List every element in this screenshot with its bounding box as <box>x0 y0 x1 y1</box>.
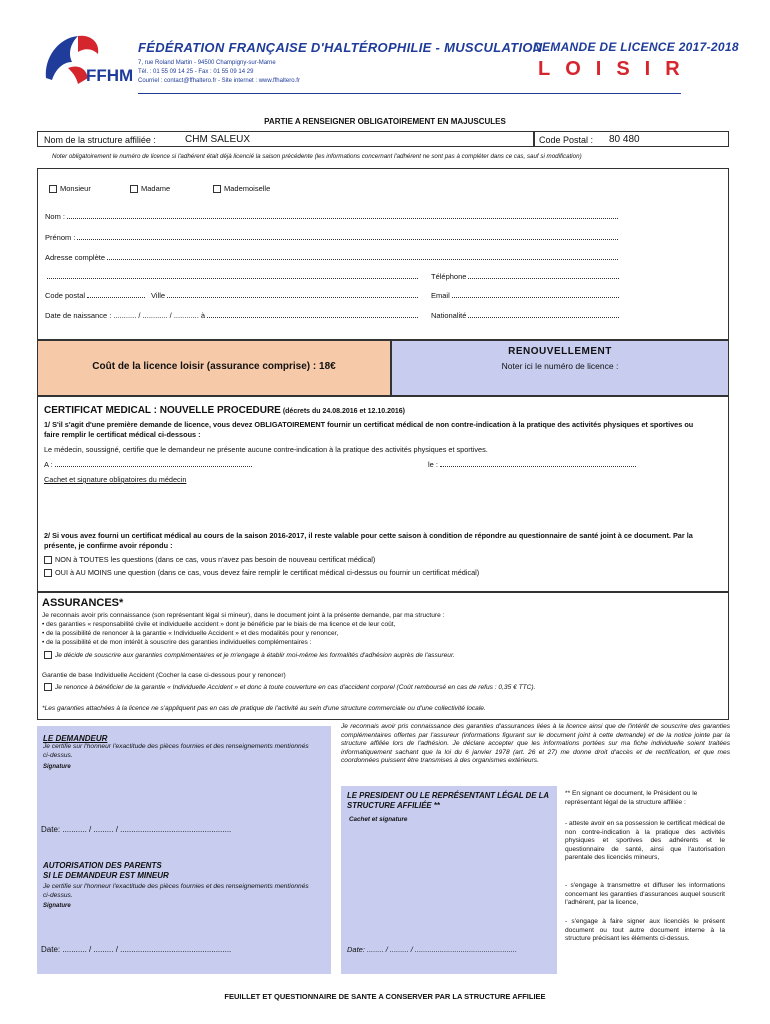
checkbox-icon[interactable] <box>44 651 52 659</box>
structure-name-box <box>37 131 534 147</box>
answer-oui-label: OUI à AU MOINS une question (dans ce cas, vous devez faire remplir le certificat médical ci-dessus ou fournir un certificat médical) <box>55 568 480 577</box>
postal-code-box <box>534 131 729 147</box>
checkbox-icon[interactable] <box>44 556 52 564</box>
prenom-field[interactable] <box>45 233 620 242</box>
insurance-option[interactable] <box>44 651 455 660</box>
data-processing-notice: Je reconnais avoir pris connaissance des garanties d'assurances liées à la licence ainsi que de l'intérêt de souscrire des garanties complémentaires offertes par l'assureur (informations figurant sur le document joint à cette demande) et de la notice jointe par la structure affiliée lors de l'adhésion. Je déclare accepter que les informations portées sur ma fiche individuelle soient traitées informatiquement sachant que la loi du 6 janvier 1978 (art. 26 et 27) me donne droit d'accès et de rectification, et que mes coordonnées puissent être transmises à des organismes extérieurs. <box>341 723 730 764</box>
checkbox-icon[interactable] <box>44 569 52 577</box>
insurance-renounce-label: Je renonce à bénéficier de la garantie « Individuelle Accident » et donc à toute couverture en cas d'accident corporel (Coût remboursé en cas de refus : 0,35 € TTC). <box>55 683 536 691</box>
renewal-title: RENOUVELLEMENT <box>508 346 612 357</box>
insurance-title: ASSURANCES* <box>42 597 124 609</box>
insurance-bullet-1: • des garanties « responsabilité civile et individuelle accident » dont je bénéficie par le biais de ma licence et de leur coût, <box>42 621 396 628</box>
telephone-label: Téléphone <box>431 272 467 281</box>
doctor-statement: Le médecin, soussigné, certifie que le demandeur ne présente aucune contre-indication à la pratique des activités physiques et sportives. <box>44 445 488 454</box>
footer-note: FEUILLET ET QUESTIONNAIRE DE SANTE A CONSERVER PAR LA STRUCTURE AFFILIEE <box>224 992 546 1001</box>
insurance-renounce[interactable] <box>44 683 535 692</box>
parents-text: Je certifie sur l'honneur l'exactitude des pièces fournies et des renseignements mentionnés ci-dessus. <box>43 883 309 899</box>
renewal-box <box>391 340 729 396</box>
nom-field[interactable] <box>45 212 620 221</box>
birth-date-field[interactable] <box>45 311 420 320</box>
prenom-label: Prénom : <box>45 233 76 242</box>
licence-cost-box <box>37 340 391 396</box>
checkbox-icon[interactable] <box>213 185 221 193</box>
president-point-3: - s'engage à faire signer aux licenciés le présent document ou tout autre document interne à la structure précisant les éléments ci-dessus. <box>565 918 725 942</box>
renewal-note[interactable]: Noter ici le numéro de licence : <box>501 361 619 371</box>
civility-madame[interactable] <box>130 184 170 193</box>
doctor-date-field[interactable] <box>428 460 638 469</box>
code-postal-label: Code postal <box>45 291 86 300</box>
checkbox-icon[interactable] <box>49 185 57 193</box>
checkbox-icon[interactable] <box>44 683 52 691</box>
insurance-footnote: *Les garanties attachées à la licence ne s'appliquent pas en cas de pratique de l'activité au sein d'une structure commerciale ou d'une collectivité locale. <box>42 705 486 712</box>
checkbox-icon[interactable] <box>130 185 138 193</box>
president-note: ** En signant ce document, le Président ou le représentant légal de la structure affiliée : <box>565 790 698 806</box>
email-field[interactable] <box>431 291 621 300</box>
caps-notice: PARTIE A RENSEIGNER OBLIGATOIREMENT EN MAJUSCULES <box>264 117 506 126</box>
nationalite-label: Nationalité <box>431 311 467 320</box>
postal-code-value[interactable]: 80 480 <box>609 134 640 145</box>
structure-name-value[interactable]: CHM SALEUX <box>185 134 251 145</box>
federation-contact: Courriel : contact@ffhaltero.fr - Site internet : www.ffhaltero.fr <box>138 78 300 84</box>
parents-signature-label: Signature <box>43 903 71 909</box>
applicant-title: LE DEMANDEUR <box>43 734 108 743</box>
adresse-field-2[interactable] <box>45 272 420 281</box>
answer-non-label: NON à TOUTES les questions (dans ce cas, vous n'avez pas besoin de nouveau certificat médical) <box>55 555 376 564</box>
insurance-bullet-2: • de la possibilité de renoncer à la garantie « Individuelle Accident » et des modalités pour y renoncer, <box>42 630 339 637</box>
civility-mademoiselle[interactable] <box>213 184 270 193</box>
telephone-field[interactable] <box>431 272 621 281</box>
doctor-date-label: le : <box>428 460 439 469</box>
request-title: DEMANDE DE LICENCE 2017-2018 <box>533 40 739 54</box>
parents-title-1: AUTORISATION DES PARENTS <box>43 861 162 870</box>
postal-code-label: Code Postal : <box>539 135 594 145</box>
structure-name-label: Nom de la structure affiliée : <box>44 135 156 145</box>
licence-cost-label: Coût de la licence loisir (assurance comprise) : 18€ <box>92 361 336 372</box>
certificate-case-1: 1/ S'il s'agit d'une première demande de licence, vous devez OBLIGATOIREMENT fournir un certificat médical de non contre-indication à la pratique des activités physiques et sportives ou faire remplir le certificat médical ci-dessous : <box>44 420 694 439</box>
president-date[interactable]: Date: ........ / ......... / ................................................. <box>347 945 518 954</box>
birth-date-format: ........... / ............ / ............ à <box>113 311 206 320</box>
president-point-2: - s'engage à transmettre et diffuser les informations concernant les garanties d'assurances auquel souscrit l'adhérent, par la licence, <box>565 882 725 906</box>
header-rule <box>138 93 681 94</box>
doctor-stamp-label: Cachet et signature obligatoires du médecin <box>44 475 187 484</box>
federation-name: FÉDÉRATION FRANÇAISE D'HALTÉROPHILIE - MUSCULATION <box>138 40 543 55</box>
email-label: Email <box>431 291 450 300</box>
logo-text: FFHM <box>86 66 134 85</box>
insurance-intro: Je reconnais avoir pris connaissance (son représentant légal si mineur), dans le document joint à la présente demande, par ma structure : <box>42 612 445 619</box>
answer-non[interactable] <box>44 555 375 564</box>
parents-box <box>37 856 331 974</box>
civility-mademoiselle-label: Mademoiselle <box>224 184 271 193</box>
code-postal-field[interactable] <box>45 291 147 300</box>
civility-monsieur-label: Monsieur <box>60 184 91 193</box>
answer-oui[interactable] <box>44 568 479 577</box>
certificate-case-2: 2/ Si vous avez fourni un certificat médical au cours de la saison 2016-2017, il reste valable pour cette saison à condition de répondre au questionnaire de santé joint à ce document. Par la présente, je confirme avoir répondu : <box>44 531 693 550</box>
president-point-1: - atteste avoir en sa possession le certificat médical de non contre-indication à la pratique des activités physiques et sportives des adhérents et le questionnaire de santé, ainsi que l'autorisation parentale des licenciés mineurs, <box>565 820 725 861</box>
applicant-box <box>37 726 331 856</box>
civility-madame-label: Madame <box>141 184 171 193</box>
applicant-text: Je certifie sur l'honneur l'exactitude des pièces fournies et des renseignements mentionnés ci-dessus. <box>43 743 309 759</box>
nom-label: Nom : <box>45 212 66 221</box>
ville-field[interactable] <box>151 291 420 300</box>
federation-address: 7, rue Roland Martin - 94500 Champigny-sur-Marne <box>138 60 276 66</box>
adresse-field[interactable] <box>45 253 620 262</box>
ville-label: Ville <box>151 291 166 300</box>
applicant-date[interactable]: Date: ........... / ......... / .................................................. <box>41 825 232 834</box>
civility-monsieur[interactable] <box>49 184 91 193</box>
insurance-option-label: Je décide de souscrire aux garanties complémentaires et je m'engage à établir moi-même les formalités d'adhésion auprès de l'assureur. <box>55 651 455 659</box>
parents-date[interactable]: Date: ........... / ......... / .................................................. <box>41 945 232 954</box>
certificate-heading <box>44 405 405 416</box>
president-box <box>341 786 557 974</box>
birth-date-label: Date de naissance : <box>45 311 112 320</box>
federation-phone: Tél. : 01 55 09 14 25 - Fax : 01 55 09 14 29 <box>138 69 254 75</box>
licence-note: Noter obligatoirement le numéro de licence si l'adhérent était déjà licencié la saison précédente (les informations concernant l'adhérent ne sont pas à compléter dans ce cas, sauf si modification) <box>52 153 582 160</box>
parents-title-2: SI LE DEMANDEUR EST MINEUR <box>43 871 169 880</box>
doctor-place-field[interactable] <box>44 460 254 469</box>
nationalite-field[interactable] <box>431 311 621 320</box>
president-title: LE PRESIDENT OU LE REPRÉSENTANT LÉGAL DE LA STRUCTURE AFFILIÉE ** <box>347 791 549 810</box>
adresse-label: Adresse complète <box>45 253 106 262</box>
insurance-base: Garantie de base Individuelle Accident (Cocher la case ci-dessous pour y renoncer) <box>42 672 286 679</box>
president-stamp-label: Cachet et signature <box>349 816 408 823</box>
insurance-bullet-3: • de la possibilité et de mon intérêt à souscrire des garanties individuelles complémentaires : <box>42 639 312 646</box>
applicant-signature-label: Signature <box>43 764 71 770</box>
doctor-place-label: A : <box>44 460 53 469</box>
licence-type: LOISIR <box>538 58 695 80</box>
certificate-decrees: (décrets du 24.08.2016 et 12.10.2016) <box>282 408 406 415</box>
certificate-title: CERTIFICAT MEDICAL : NOUVELLE PROCEDURE <box>44 405 281 416</box>
